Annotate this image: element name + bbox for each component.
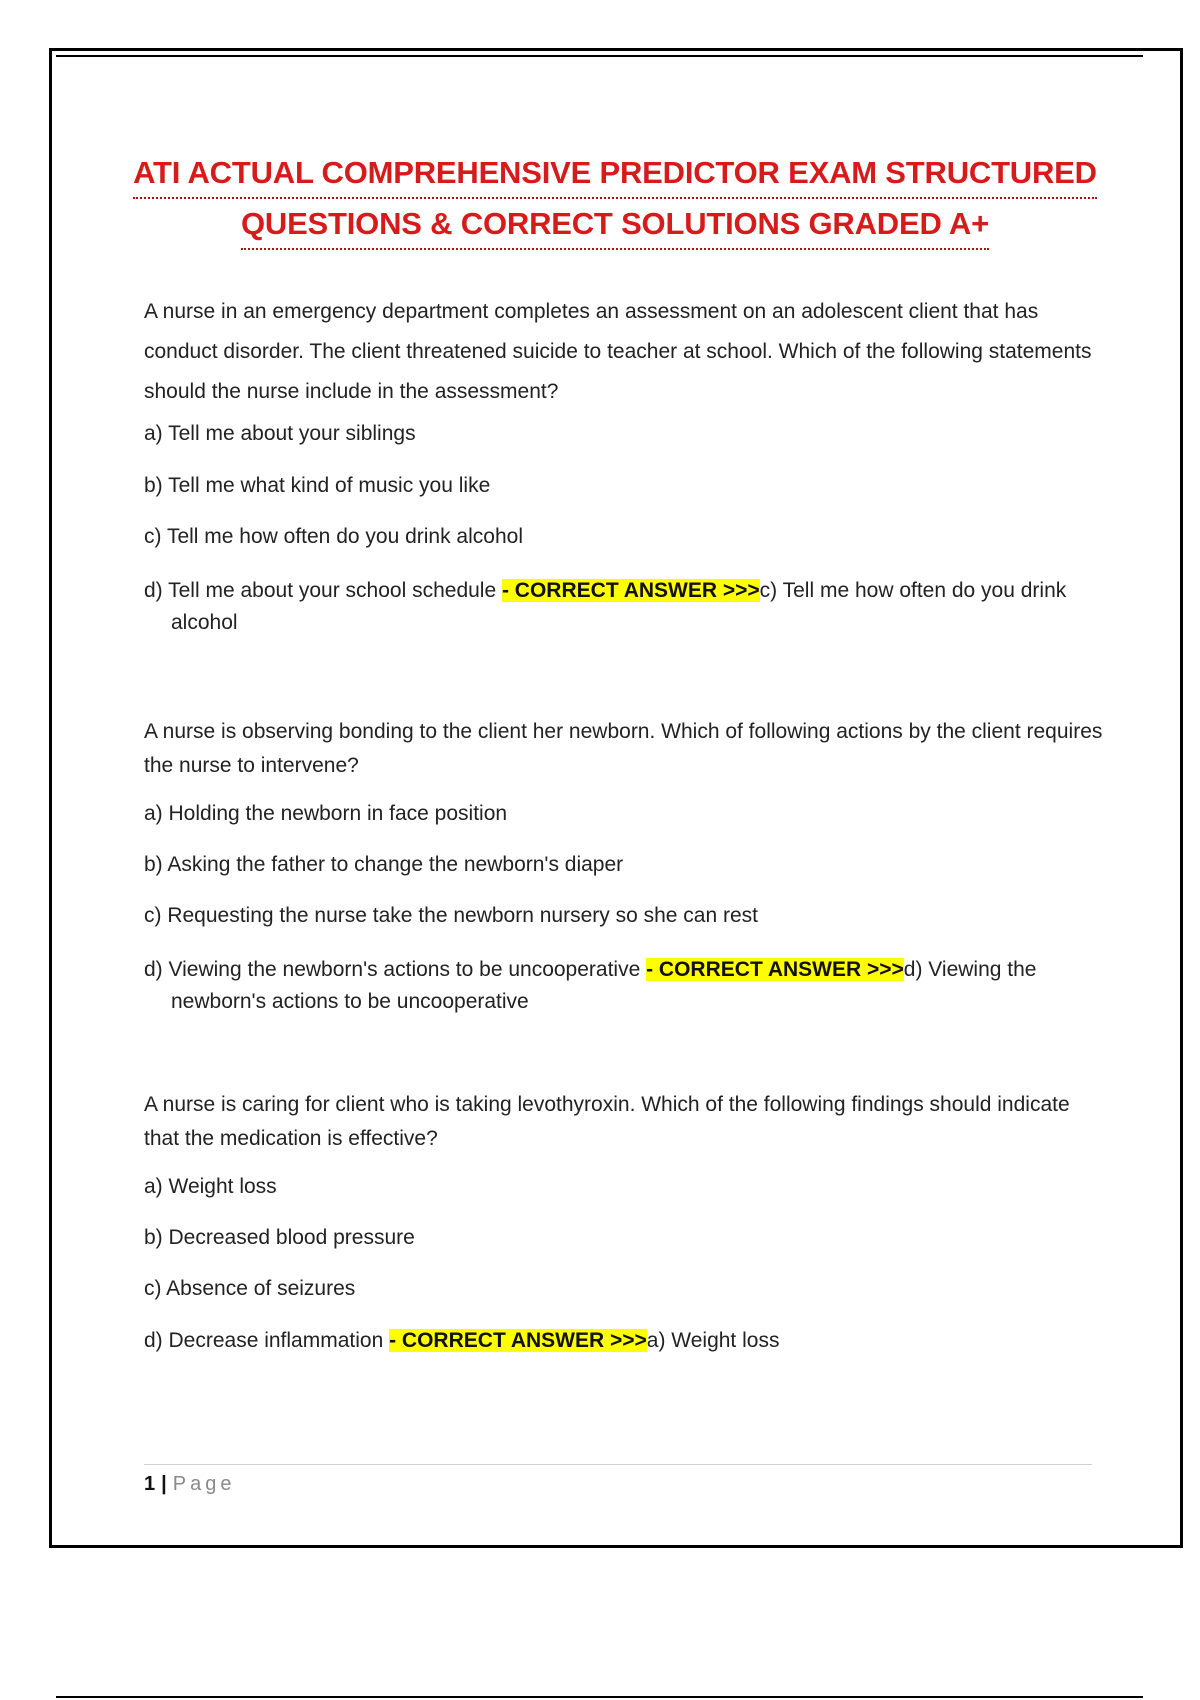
- option-a: a) Weight loss: [144, 1175, 277, 1198]
- question-stem: A nurse is caring for client who is taking levothyroxin. Which of the following findings should indicate that the medication is effective?: [144, 1093, 1070, 1150]
- question-stem: A nurse in an emergency department completes an assessment on an adolescent client that has conduct disorder. The client threatened suicide to teacher at school. Which of the following statements should the nurse include in the assessment?: [144, 300, 1092, 403]
- page-number: 1: [144, 1473, 156, 1495]
- correct-answer-marker: - CORRECT ANSWER >>>: [646, 958, 904, 981]
- bottom-rule: [56, 1696, 1143, 1698]
- question-block-3: [144, 1088, 1104, 1357]
- page-label: Page: [172, 1473, 236, 1495]
- option-d-with-answer: [144, 1325, 1104, 1357]
- option-b: b) Tell me what kind of music you like: [144, 474, 491, 497]
- option-c: c) Absence of seizures: [144, 1277, 356, 1300]
- option-d: d) Viewing the newborn's actions to be uncooperative: [144, 958, 647, 981]
- page-separator: |: [161, 1473, 167, 1495]
- question-stem: A nurse is observing bonding to the client her newborn. Which of following actions by the client requires the nurse to intervene?: [144, 720, 1103, 777]
- correct-answer-text: c) Tell me how often do you drink alcohol: [171, 579, 1067, 634]
- correct-answer-text: a) Weight loss: [646, 1329, 780, 1352]
- option-a: a) Holding the newborn in face position: [144, 802, 508, 825]
- option-c: c) Tell me how often do you drink alcohol: [144, 525, 523, 548]
- page-footer: [144, 1464, 1092, 1496]
- correct-answer-text: d) Viewing the newborn's actions to be uncooperative: [171, 958, 1037, 1013]
- question-block-2: [144, 715, 1104, 1018]
- option-d-with-answer: [144, 575, 1104, 639]
- option-a: a) Tell me about your siblings: [144, 422, 416, 445]
- top-rule: [56, 55, 1143, 57]
- option-d: d) Tell me about your school schedule: [144, 579, 502, 602]
- correct-answer-marker: - CORRECT ANSWER >>>: [389, 1329, 647, 1352]
- correct-answer-marker: - CORRECT ANSWER >>>: [501, 579, 760, 602]
- option-d: d) Decrease inflammation: [144, 1329, 390, 1352]
- title-line-2: QUESTIONS & CORRECT SOLUTIONS GRADED A+: [241, 199, 989, 250]
- question-block-1: [144, 292, 1104, 639]
- option-b: b) Asking the father to change the newborn's diaper: [144, 853, 624, 876]
- option-b: b) Decreased blood pressure: [144, 1226, 415, 1249]
- option-d-with-answer: [144, 954, 1104, 1018]
- title-line-1: ATI ACTUAL COMPREHENSIVE PREDICTOR EXAM STRUCTURED: [133, 148, 1097, 199]
- document-title: [100, 148, 1130, 250]
- option-c: c) Requesting the nurse take the newborn nursery so she can rest: [144, 904, 759, 927]
